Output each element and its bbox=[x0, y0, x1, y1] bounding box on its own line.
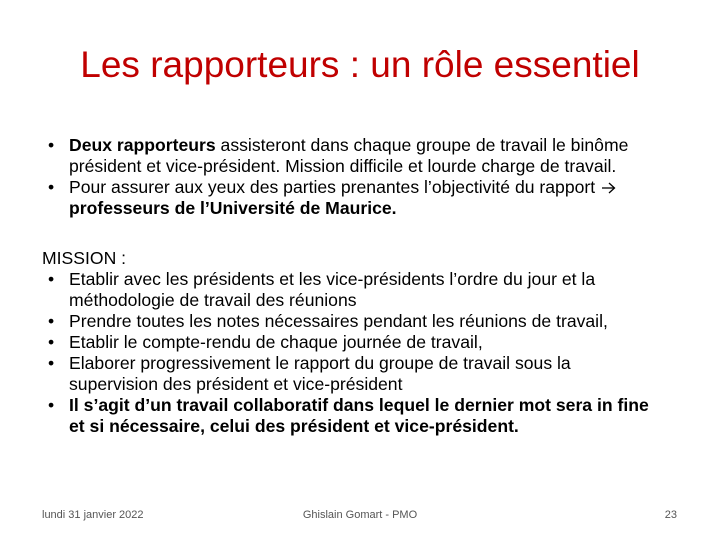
bullet-dot-icon: • bbox=[48, 311, 55, 331]
mission-item-1 bbox=[42, 269, 702, 311]
intro-bullet-2 bbox=[42, 177, 702, 219]
mission-item-1-line2: méthodologie de travail des réunions bbox=[69, 290, 357, 310]
mission-item-2 bbox=[42, 311, 702, 332]
intro-bullet-2-bold: professeurs de l’Université de Maurice. bbox=[69, 198, 397, 218]
mission-item-5-line2: et si nécessaire, celui des président et vice-président. bbox=[69, 416, 519, 436]
mission-bullet-list bbox=[42, 269, 702, 437]
bullet-dot-icon: • bbox=[48, 353, 55, 373]
bullet-dot-icon: • bbox=[48, 395, 55, 415]
mission-item-4-line1: Elaborer progressivement le rapport du groupe de travail sous la bbox=[69, 353, 571, 373]
mission-item-5-line1: Il s’agit d’un travail collaboratif dans lequel le dernier mot sera in fine bbox=[69, 395, 649, 415]
footer-date: lundi 31 janvier 2022 bbox=[42, 509, 144, 521]
intro-bullet-2-text: Pour assurer aux yeux des parties prenantes l’objectivité du rapport bbox=[69, 177, 596, 197]
slide-number: 23 bbox=[664, 509, 677, 521]
bullet-dot-icon: • bbox=[48, 135, 55, 155]
mission-item-3-line1: Etablir le compte-rendu de chaque journée de travail, bbox=[69, 332, 483, 352]
intro-bullet-1-text: assisteront dans chaque groupe de travail le binôme bbox=[215, 135, 629, 155]
bullet-dot-icon: • bbox=[48, 177, 55, 197]
slide-title: Les rapporteurs : un rôle essentiel bbox=[80, 44, 640, 85]
right-arrow-icon bbox=[602, 182, 616, 194]
mission-item-4-line2: supervision des président et vice-président bbox=[69, 374, 403, 394]
mission-item-1-line1: Etablir avec les présidents et les vice-présidents l’ordre du jour et la bbox=[69, 269, 596, 289]
bullet-dot-icon: • bbox=[48, 269, 55, 289]
mission-heading: MISSION : bbox=[42, 248, 127, 268]
intro-bullet-list bbox=[42, 135, 702, 219]
footer-author: Ghislain Gomart - PMO bbox=[302, 509, 418, 521]
mission-item-2-line1: Prendre toutes les notes nécessaires pendant les réunions de travail, bbox=[69, 311, 608, 331]
mission-item-5 bbox=[42, 395, 702, 437]
intro-bullet-1-bold: Deux rapporteurs bbox=[69, 135, 216, 155]
intro-bullet-1 bbox=[42, 135, 702, 177]
intro-bullet-1-line2: président et vice-président. Mission difficile et lourde charge de travail. bbox=[69, 156, 617, 176]
mission-item-4 bbox=[42, 353, 702, 395]
mission-item-3 bbox=[42, 332, 702, 353]
bullet-dot-icon: • bbox=[48, 332, 55, 352]
